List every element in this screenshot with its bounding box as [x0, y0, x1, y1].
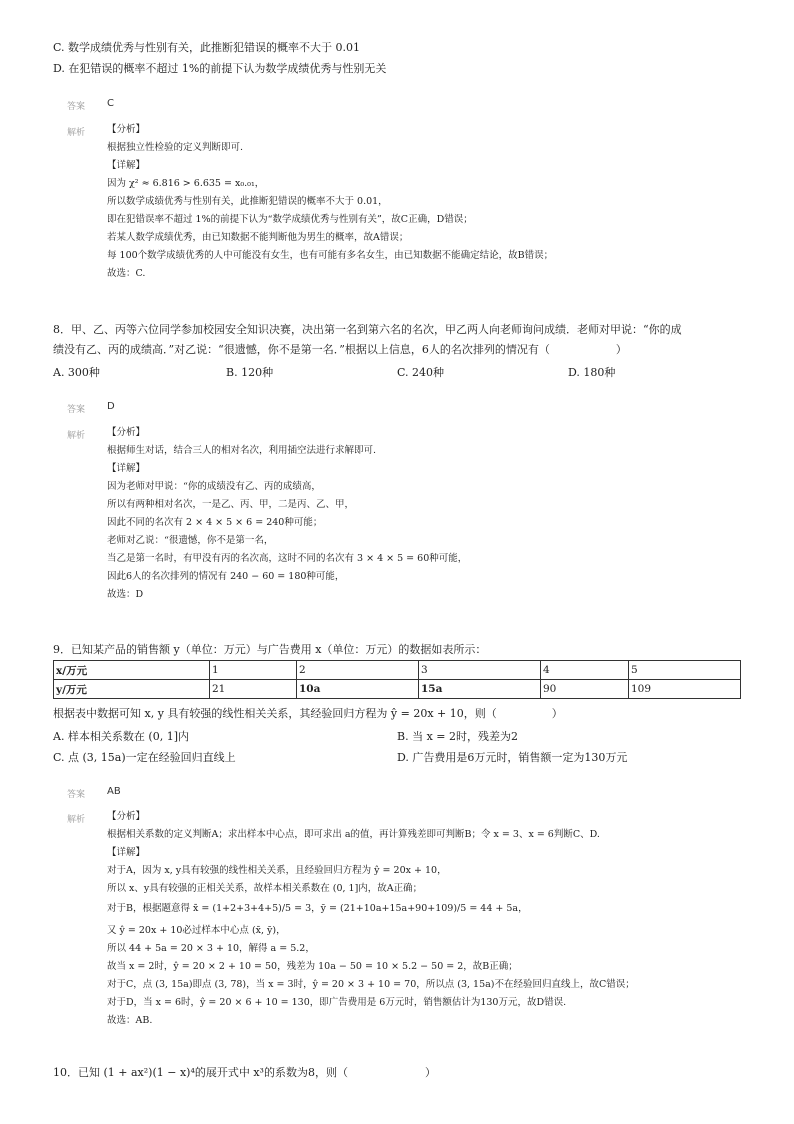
analysis-line: 对于B，根据题意得 x̄ = (1+2+3+4+5)/5 = 3，ȳ = (21+10a+15a+90+109)/5 = 44 + 5a，	[107, 903, 528, 914]
q9-after-table: 根据表中数据可知 x, y 具有较强的线性相关关系，其经验回归方程为 ŷ = 20x + 10，则（ ）	[53, 707, 563, 720]
analysis-line: 故选：AB.	[107, 1015, 153, 1026]
analysis-line: 根据相关系数的定义判断A；求出样本中心点，即可求出 a的值，再计算残差即可判断B；令 x = 3、x = 6判断C、D.	[107, 829, 600, 840]
q8-answer-label: 答案	[67, 405, 86, 415]
analysis-line: 老师对乙说：“很遗憾，你不是第一名，	[107, 535, 274, 546]
table-cell: 4	[541, 661, 629, 680]
table-cell: 10a	[297, 680, 419, 699]
q8-stem-line1: 8．甲、乙、丙等六位同学参加校园安全知识决赛，决出第一名到第六名的名次，甲乙两人向老师询问成绩．老师对甲说：“你的成	[53, 323, 682, 336]
table-cell: 15a	[419, 680, 541, 699]
analysis-line: 所以有两种相对名次，一是乙、丙、甲，二是丙、乙、甲，	[107, 499, 355, 510]
analysis-line: 因为老师对甲说：“你的成绩没有乙、丙的成绩高，	[107, 481, 321, 492]
table-cell: 5	[629, 661, 741, 680]
analysis-line: 所以数学成绩优秀与性别有关，此推断犯错误的概率不大于 0.01，	[107, 196, 388, 207]
q9-option-a: A. 样本相关系数在 (0, 1]内	[53, 730, 190, 743]
q8-option-a: A. 300种	[53, 366, 100, 379]
table-row	[54, 680, 741, 699]
analysis-line: 即在犯错误率不超过 1%的前提下认为“数学成绩优秀与性别有关”，故C正确，D错误；	[107, 214, 473, 225]
analysis-line: 根据独立性检验的定义判断即可.	[107, 142, 244, 153]
table-row	[54, 661, 741, 680]
q9-stem: 9．已知某产品的销售额 y（单位：万元）与广告费用 x（单位：万元）的数据如表所示：	[53, 643, 487, 656]
q9-option-c: C. 点 (3, 15a)一定在经验回归直线上	[53, 751, 236, 764]
analysis-line: 故选：C.	[107, 268, 146, 279]
q9-analysis-label: 解析	[67, 815, 86, 825]
q8-answer: D	[107, 401, 115, 412]
analysis-line: 当乙是第一名时，有甲没有丙的名次高，这时不同的名次有 3 × 4 × 5 = 60种可能，	[107, 553, 468, 564]
table-cell: 109	[629, 680, 741, 699]
q9-answer-label: 答案	[67, 790, 86, 800]
q10-stem: 10．已知 (1 + ax²)(1 − x)⁴的展开式中 x³的系数为8，则（ ）	[53, 1066, 436, 1079]
q7-option-c: C. 数学成绩优秀与性别有关，此推断犯错误的概率不大于 0.01	[53, 41, 361, 54]
analysis-line: 所以 44 + 5a = 20 × 3 + 10，解得 a = 5.2，	[107, 943, 315, 954]
analysis-line: 【详解】	[107, 463, 146, 474]
analysis-line: 根据师生对话，结合三人的相对名次，利用插空法进行求解即可.	[107, 445, 377, 456]
analysis-line: 因此不同的名次有 2 × 4 × 5 × 6 = 240种可能；	[107, 517, 323, 528]
analysis-line: 【分析】	[107, 124, 146, 135]
analysis-line: 【分析】	[107, 427, 146, 438]
table-cell: 90	[541, 680, 629, 699]
q7-answer: C	[107, 98, 114, 109]
analysis-line: 故当 x = 2时，ŷ = 20 × 2 + 10 = 50，残差为 10a − 50 = 10 × 5.2 − 50 = 2，故B正确；	[107, 961, 518, 972]
q8-stem-line2: 绩没有乙、丙的成绩高．”对乙说：“很遗憾，你不是第一名．”根据以上信息，6人的名次排列的情况有（ ）	[53, 343, 627, 356]
table-cell: 3	[419, 661, 541, 680]
q9-option-d: D. 广告费用是6万元时，销售额一定为130万元	[397, 751, 628, 764]
q9-data-table	[53, 660, 741, 699]
analysis-line: 对于D，当 x = 6时，ŷ = 20 × 6 + 10 = 130，即广告费用是 6万元时，销售额估计为130万元，故D错误.	[107, 997, 567, 1008]
analysis-line: 对于C，点 (3, 15a)即点 (3, 78)，当 x = 3时，ŷ = 20 × 3 + 10 = 70，所以点 (3, 15a)不在经验回归直线上，故C错误；	[107, 979, 635, 990]
analysis-line: 因此6人的名次排列的情况有 240 − 60 = 180种可能，	[107, 571, 345, 582]
analysis-line: 对于A，因为 x, y具有较强的线性相关关系，且经验回归方程为 ŷ = 20x + 10，	[107, 865, 447, 876]
analysis-line: 每 100个数学成绩优秀的人中可能没有女生，也有可能有多名女生，由已知数据不能确定结论，故B错误；	[107, 250, 554, 261]
q9-answer: AB	[107, 786, 121, 797]
analysis-line: 又 ŷ = 20x + 10必过样本中心点 (x̄, ȳ)，	[107, 925, 286, 936]
analysis-line: 因为 χ² ≈ 6.816 > 6.635 = x₀.₀₁，	[107, 178, 265, 189]
q9-option-b: B. 当 x = 2时，残差为2	[397, 730, 518, 743]
q7-option-d: D. 在犯错误的概率不超过 1%的前提下认为数学成绩优秀与性别无关	[53, 62, 387, 75]
q7-answer-label: 答案	[67, 102, 86, 112]
q8-analysis-label: 解析	[67, 431, 86, 441]
q7-analysis-label: 解析	[67, 128, 86, 138]
table-cell: x/万元	[54, 661, 210, 680]
q8-option-d: D. 180种	[568, 366, 616, 379]
table-cell: 1	[210, 661, 297, 680]
analysis-line: 【详解】	[107, 847, 146, 858]
q8-option-b: B. 120种	[226, 366, 274, 379]
analysis-line: 若某人数学成绩优秀，由已知数据不能判断他为男生的概率，故A错误；	[107, 232, 409, 243]
table-cell: 21	[210, 680, 297, 699]
analysis-line: 所以 x、y具有较强的正相关关系，故样本相关系数在 (0, 1]内，故A正确；	[107, 883, 423, 894]
analysis-line: 【详解】	[107, 160, 146, 171]
analysis-line: 【分析】	[107, 811, 146, 822]
analysis-line: 故选：D	[107, 589, 144, 600]
table-cell: y/万元	[54, 680, 210, 699]
q8-option-c: C. 240种	[397, 366, 445, 379]
table-cell: 2	[297, 661, 419, 680]
